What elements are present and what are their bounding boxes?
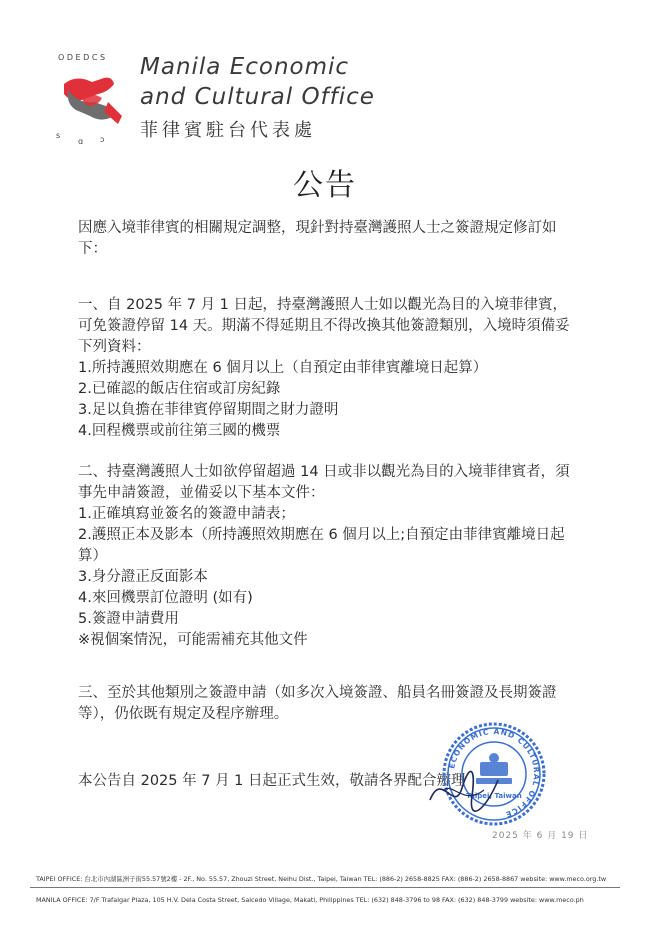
- signature-icon: [424, 760, 504, 820]
- svg-text:ꜱ: ꜱ: [56, 131, 61, 140]
- section-2-item: 2.護照正本及影本（所持護照效期應在 6 個月以上;自預定由菲律賓離境日起算）: [78, 527, 565, 564]
- footer-divider: [30, 887, 620, 888]
- section-1: [78, 295, 578, 442]
- svg-text:ɔ: ɔ: [100, 135, 105, 144]
- section-2-item: 4.來回機票訂位證明 (如有): [78, 590, 253, 606]
- section-2-item: 1.正確填寫並簽名的簽證申請表；: [78, 506, 295, 522]
- svg-text:ɑ: ɑ: [78, 137, 84, 146]
- issue-date: 2025 年 6 月 19 日: [492, 831, 589, 841]
- logo-letters: O D E D C S: [58, 53, 106, 62]
- section-2-item: 3.身分證正反面影本: [78, 569, 208, 585]
- org-name-en-line2: and Cultural Office: [140, 84, 375, 110]
- meco-logo-icon: [48, 44, 132, 148]
- section-1-item: 1.所持護照效期應在 6 個月以上（自預定由菲律賓離境日起算）: [78, 360, 488, 376]
- section-1-lead: 一、自 2025 年 7 月 1 日起，持臺灣護照人士如以觀光為目的入境菲律賓，可免簽證停留 14 天。期滿不得延期且不得改換其他簽證類別，入境時須備妥下列資料：: [78, 297, 570, 355]
- org-name-en-line1: Manila Economic: [140, 54, 350, 80]
- note: [78, 630, 578, 651]
- footer-taipei-office: TAIPEI OFFICE: 台北市內湖區洲子街55.57號2樓 - 2F., No. 55.57, Zhouzi Street, Neihu Dist., Taipei, Taiwan TEL: (886-2) 2658-8825 FAX: (886-2) 2658-8867 website: www.meco.org.tw: [36, 875, 607, 883]
- section-1-item: 4.回程機票或前往第三國的機票: [78, 423, 281, 439]
- section-3: [78, 683, 578, 725]
- section-1-item: 2.已確認的飯店住宿或訂房紀錄: [78, 381, 281, 397]
- closing-text: 本公告自 2025 年 7 月 1 日起正式生效，敬請各界配合辦理: [78, 773, 466, 789]
- section-2-item: 5.簽證申請費用: [78, 611, 179, 627]
- section-2-lead: 二、持臺灣護照人士如欲停留超過 14 日或非以觀光為目的入境菲律賓者，須事先申請簽證，並備妥以下基本文件：: [78, 464, 570, 501]
- intro-text: 因應入境菲律賓的相關規定調整，現針對持臺灣護照人士之簽證規定修訂如下：: [78, 220, 557, 257]
- section-1-item: 3.足以負擔在菲律賓停留期間之財力證明: [78, 402, 339, 418]
- section-2: [78, 462, 578, 630]
- footer-manila-office: MANILA OFFICE: 7/F Trafalgar Plaza, 105 H.V. Dela Costa Street, Salcedo Village, Makati, Philippines TEL: (632) 848-3796 to 98 FAX: (632) 848-3799 website: www.meco.ph: [36, 896, 584, 904]
- seal-ring-text: ECONOMIC AND CULTURAL OFFICE: [447, 726, 542, 820]
- notice-title: 公告: [293, 168, 357, 203]
- seal-location: Taipei, Taiwan: [466, 792, 522, 800]
- org-name-zh: 菲律賓駐台代表處: [140, 120, 316, 141]
- intro-paragraph: [78, 218, 578, 260]
- section-3-text: 三、至於其他類別之簽證申請（如多次入境簽證、船員名冊簽證及長期簽證等），仍依既有規定及程序辦理。: [78, 685, 557, 722]
- note-text: ※視個案情況，可能需補充其他文件: [78, 632, 308, 648]
- org-name-en: [140, 52, 375, 112]
